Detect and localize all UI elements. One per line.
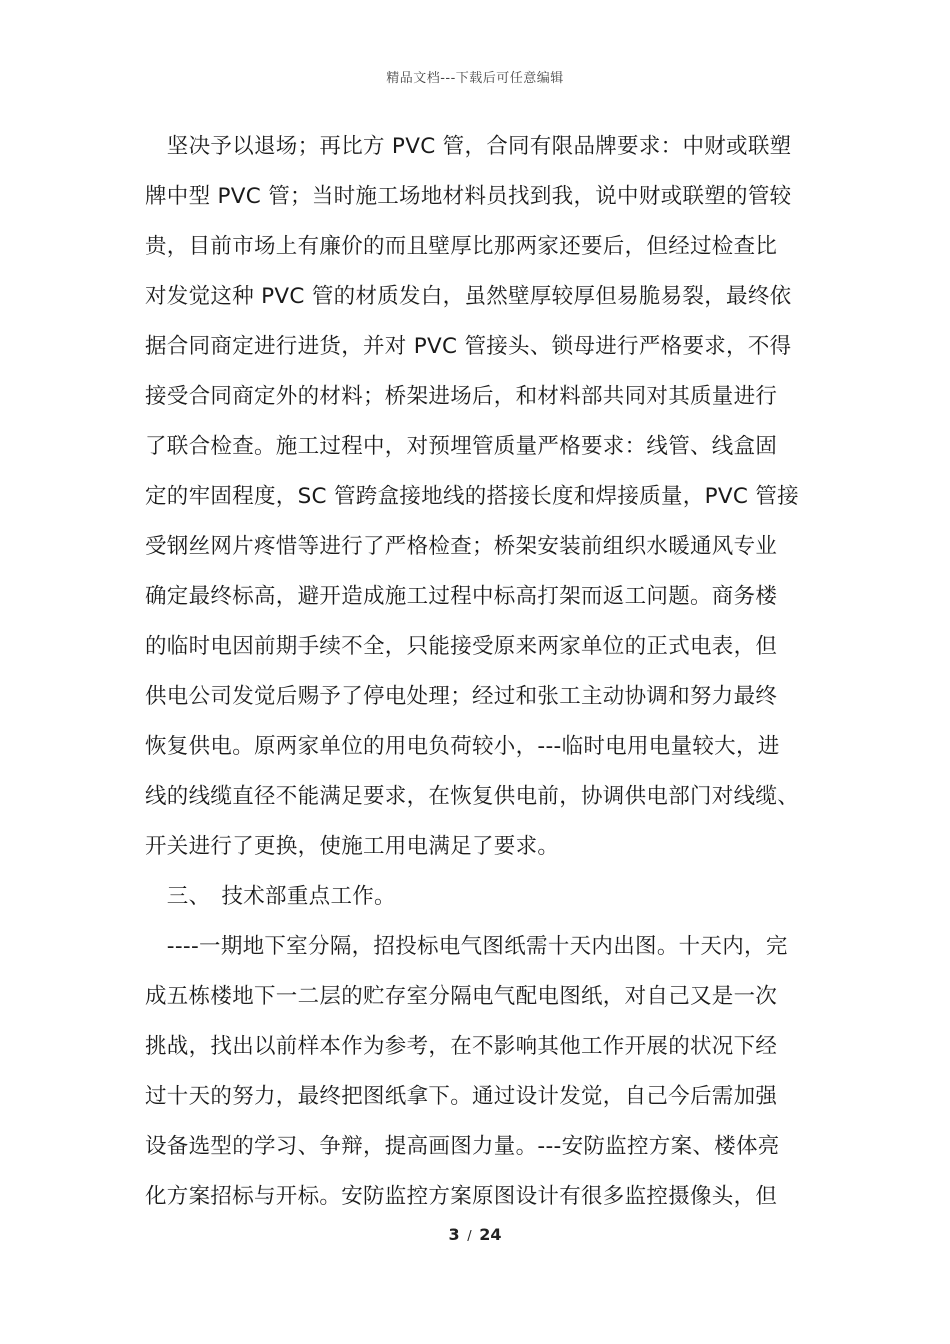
document-body: [145, 122, 835, 1222]
text-line: 线的线缆直径不能满足要求，在恢复供电前，协调供电部门对线缆、: [145, 784, 800, 809]
text-line: 定的牢固程度，SC 管跨盒接地线的搭接长度和焊接质量，PVC 管接: [145, 484, 799, 509]
text-line: 了联合检查。施工过程中，对预埋管质量严格要求：线管、线盒固: [145, 434, 778, 459]
text-line: 贵，目前市场上有廉价的而且壁厚比那两家还要后，但经过检查比: [145, 234, 778, 259]
text-line: 挑战，找出以前样本作为参考，在不影响其他工作开展的状况下经: [145, 1034, 778, 1059]
text-line: 接受合同商定外的材料；桥架进场后，和材料部共同对其质量进行: [145, 384, 778, 409]
text-line: 据合同商定进行进货，并对 PVC 管接头、锁母进行严格要求，不得: [145, 334, 792, 359]
text-line: 成五栋楼地下一二层的贮存室分隔电气配电图纸，对自己又是一次: [145, 984, 778, 1009]
page-number: 3: [448, 1225, 460, 1244]
text-line: 恢复供电。原两家单位的用电负荷较小，---临时电用电量较大，进: [145, 734, 780, 759]
text-line: 确定最终标高，避开造成施工过程中标高打架而返工问题。商务楼: [145, 584, 778, 609]
text-line: 供电公司发觉后赐予了停电处理；经过和张工主动协调和努力最终: [145, 684, 778, 709]
page-footer: [0, 1225, 950, 1244]
page-separator: /: [467, 1229, 472, 1244]
text-line: 开关进行了更换，使施工用电满足了要求。: [145, 834, 560, 859]
text-line: 设备选型的学习、争辩，提高画图力量。---安防监控方案、楼体亮: [145, 1134, 780, 1159]
page-total: 24: [479, 1225, 502, 1244]
text-line: ----一期地下室分隔，招投标电气图纸需十天内出图。十天内，完: [145, 934, 788, 959]
text-line: 受钢丝网片疼惜等进行了严格检查；桥架安装前组织水暖通风专业: [145, 534, 778, 559]
section-heading: 三、 技术部重点工作。: [145, 884, 396, 909]
page-header: 精品文档---下载后可任意编辑: [386, 71, 564, 86]
text-line: 对发觉这种 PVC 管的材质发白，虽然壁厚较厚但易脆易裂，最终依: [145, 284, 792, 309]
text-line: 过十天的努力，最终把图纸拿下。通过设计发觉，自己今后需加强: [145, 1084, 778, 1109]
text-line: 的临时电因前期手续不全，只能接受原来两家单位的正式电表，但: [145, 634, 778, 659]
text-line: 牌中型 PVC 管；当时施工场地材料员找到我，说中财或联塑的管较: [145, 184, 792, 209]
text-line: 坚决予以退场；再比方 PVC 管，合同有限品牌要求：中财或联塑: [145, 134, 792, 159]
text-line: 化方案招标与开标。安防监控方案原图设计有很多监控摄像头，但: [145, 1184, 778, 1209]
